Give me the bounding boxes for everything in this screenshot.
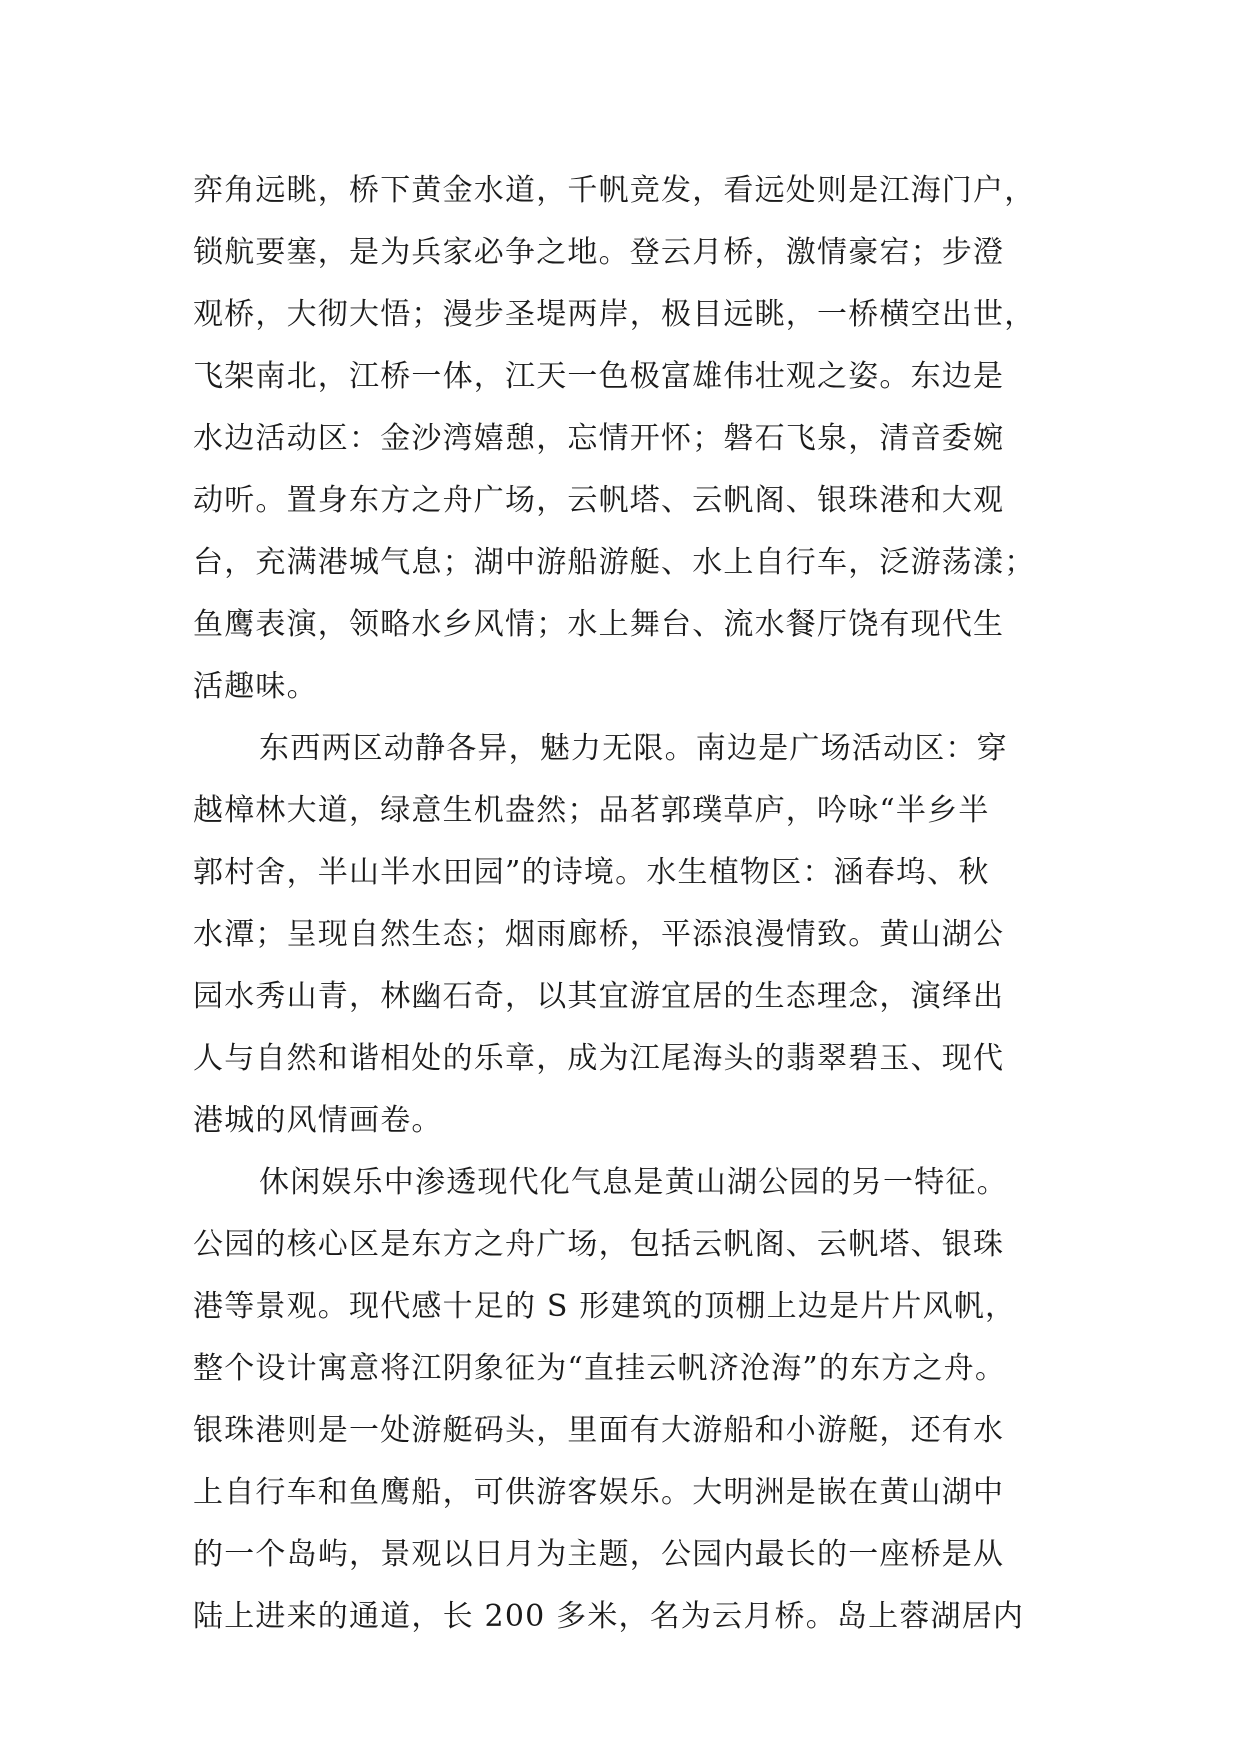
text-line: 活趣味。	[193, 669, 318, 704]
text-line: 陆上进来的通道，长 200 多米，名为云月桥。岛上蓉湖居内	[193, 1599, 1025, 1634]
text-line: 港城的风情画卷。	[193, 1103, 443, 1138]
text-line: 观桥，大彻大悟；漫步圣堤两岸，极目远眺，一桥横空出世，	[193, 297, 1036, 332]
paragraph-first-line: 东西两区动静各异，魅力无限。南边是广场活动区：穿	[259, 731, 1008, 766]
text-line: 越樟林大道，绿意生机盎然；品茗郭璞草庐，吟咏“半乡半	[193, 793, 990, 828]
text-line: 弈角远眺，桥下黄金水道，千帆竞发，看远处则是江海门户，	[193, 173, 1036, 208]
text-line: 郭村舍，半山半水田园”的诗境。水生植物区：涵春坞、秋	[193, 855, 990, 890]
text-line: 台，充满港城气息；湖中游船游艇、水上自行车，泛游荡漾；	[193, 545, 1036, 580]
paragraph-first-line: 休闲娱乐中渗透现代化气息是黄山湖公园的另一特征。	[259, 1165, 1008, 1200]
text-line: 园水秀山青，林幽石奇，以其宜游宜居的生态理念，演绎出	[193, 979, 1005, 1014]
text-line: 上自行车和鱼鹰船，可供游客娱乐。大明洲是嵌在黄山湖中	[193, 1475, 1005, 1510]
text-line: 动听。置身东方之舟广场，云帆塔、云帆阁、银珠港和大观	[193, 483, 1005, 518]
body-text	[193, 160, 1093, 1648]
text-line: 水边活动区：金沙湾嬉憩，忘情开怀；磐石飞泉，清音委婉	[193, 421, 1005, 456]
text-line: 人与自然和谐相处的乐章，成为江尾海头的翡翠碧玉、现代	[193, 1041, 1005, 1076]
text-line: 港等景观。现代感十足的 S 形建筑的顶棚上边是片片风帆，	[193, 1289, 1017, 1324]
text-line: 水潭；呈现自然生态；烟雨廊桥，平添浪漫情致。黄山湖公	[193, 917, 1005, 952]
text-line: 公园的核心区是东方之舟广场，包括云帆阁、云帆塔、银珠	[193, 1227, 1005, 1262]
text-line: 飞架南北，江桥一体，江天一色极富雄伟壮观之姿。东边是	[193, 359, 1005, 394]
text-line: 的一个岛屿，景观以日月为主题，公园内最长的一座桥是从	[193, 1537, 1005, 1572]
text-line: 银珠港则是一处游艇码头，里面有大游船和小游艇，还有水	[193, 1413, 1005, 1448]
text-line: 锁航要塞，是为兵家必争之地。登云月桥，激情豪宕；步澄	[193, 235, 1005, 270]
text-line: 整个设计寓意将江阴象征为“直挂云帆济沧海”的东方之舟。	[193, 1351, 1007, 1386]
text-line: 鱼鹰表演，领略水乡风情；水上舞台、流水餐厅饶有现代生	[193, 607, 1005, 642]
